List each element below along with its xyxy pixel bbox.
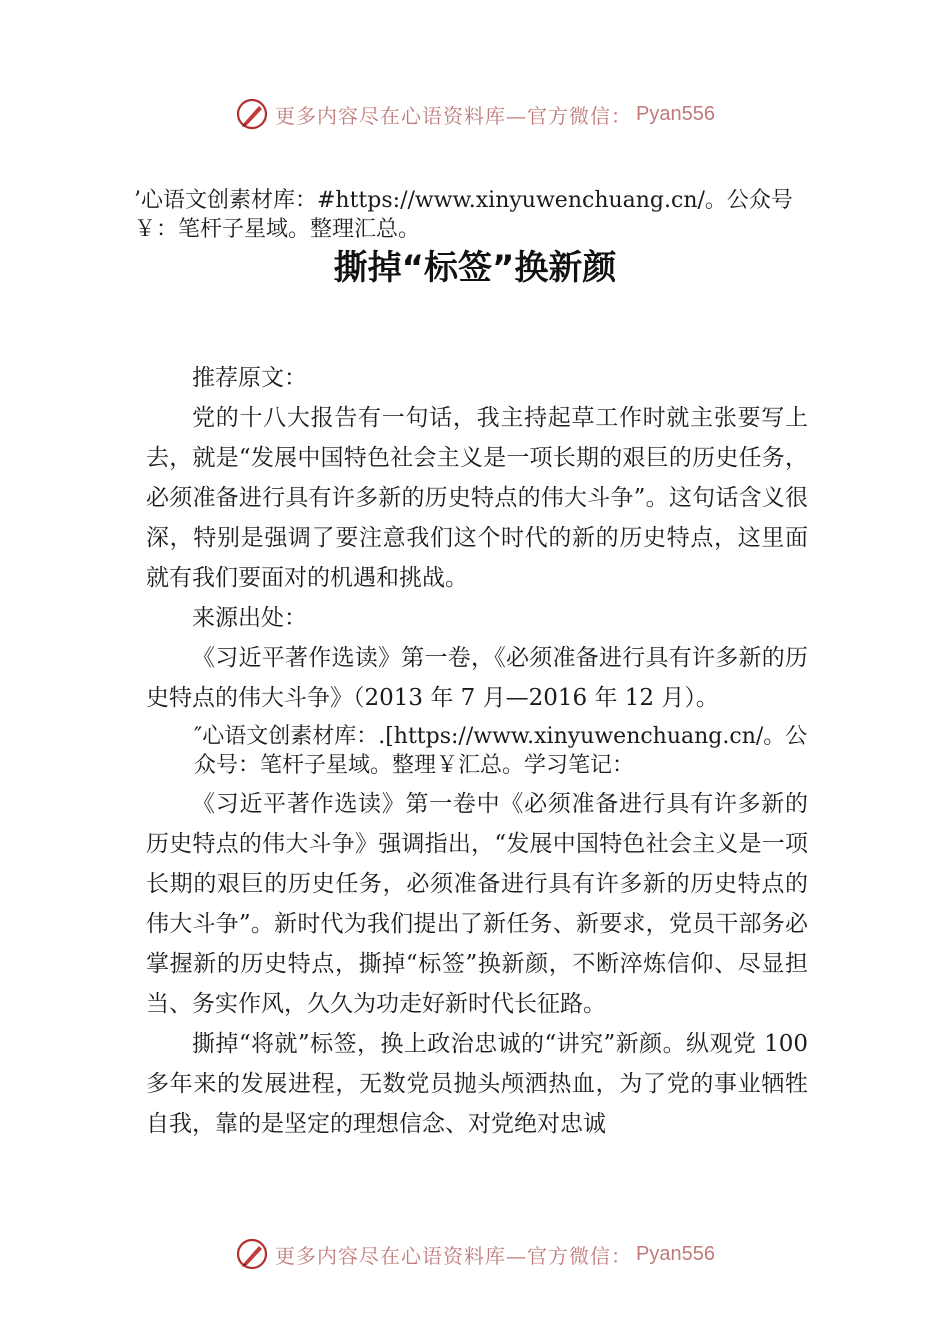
study-note-paragraph: 《习近平著作选读》第一卷中《必须准备进行具有许多新的历史特点的伟大斗争》强调指出，“发展中国特色社会主义是一项长期的艰巨的历史任务，必须准备进行具有许多新的历史特点的伟大斗争”。新时代为我们提出了新任务、新要求，党员干部务必掌握新的历史特点，撕掉“标签”换新颜，不断淬炼信仰、尽显担当、务实作风，久久为功走好新时代长征路。: [146, 791, 808, 1017]
header-banner: [0, 94, 950, 134]
source-citation: 《习近平著作选读》第一卷，《必须准备进行具有许多新的历史特点的伟大斗争》（2013 年 7 月—2016 年 12 月）。: [146, 645, 808, 711]
quill-logo-icon: [235, 1237, 269, 1271]
page-title: 撕掉“标签”换新颜: [333, 248, 617, 288]
article-body: [146, 358, 808, 1144]
banner-wechat-handle: Pyan556: [636, 102, 715, 125]
recommend-quote: 党的十八大报告有一句话，我主持起草工作时就主张要写上去，就是“发展中国特色社会主义是一项长期的艰巨的历史任务，必须准备进行具有许多新的历史特点的伟大斗争”。这句话含义很深，特别是强调了要注意我们这个时代的新的历史特点，这里面就有我们要面对的机遇和挑战。: [146, 405, 808, 591]
body-paragraph: 撕掉“将就”标签，换上政治忠诚的“讲究”新颜。纵观党 100 多年来的发展进程，无数党员抛头颅洒热血，为了党的事业牺牲自我，靠的是坚定的理想信念、对党绝对忠诚: [146, 1031, 808, 1137]
banner-wechat-handle: Pyan556: [636, 1242, 715, 1265]
recommend-label: 推荐原文：: [192, 365, 307, 391]
footer-banner: [0, 1234, 950, 1274]
source-label: 来源出处：: [192, 605, 307, 631]
quill-logo-icon: [235, 97, 269, 131]
banner-slogan: 更多内容尽在心语资料库—官方微信：: [275, 103, 633, 128]
banner-slogan: 更多内容尽在心语资料库—官方微信：: [275, 1243, 633, 1268]
inline-watermark: ″心语文创素材库：.[https://www.xinyuwenchuang.cn/。公众号：笔杆子星域。整理￥汇总。学习笔记：: [194, 724, 808, 778]
source-watermark: ’心语文创素材库：#https://www.xinyuwenchuang.cn/。公众号￥：笔杆子星域。整理汇总。: [134, 188, 793, 242]
